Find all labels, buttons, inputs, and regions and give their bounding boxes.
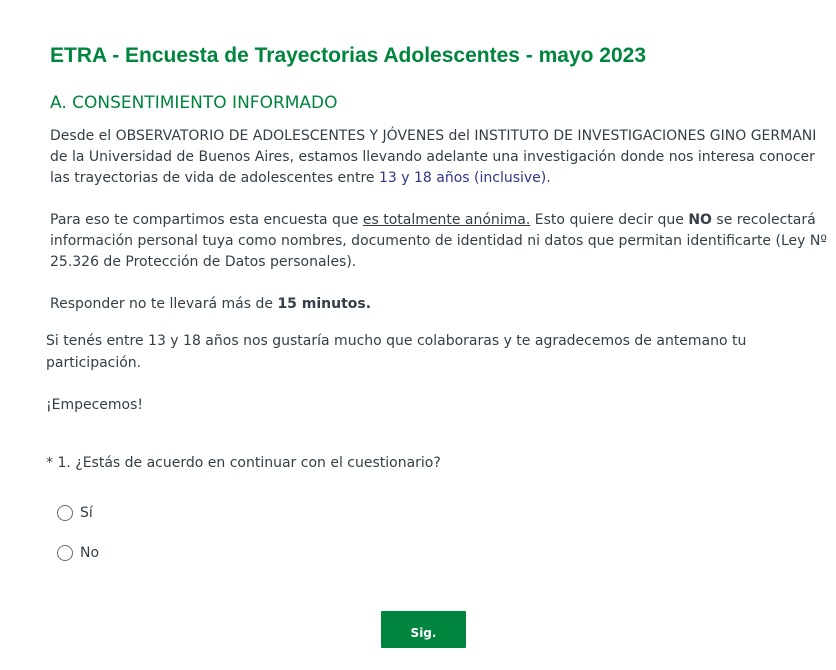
radio-no[interactable] [57,545,73,561]
intro-text [50,126,830,315]
no-emphasis: NO [688,212,712,228]
intro-paragraph-2 [50,210,830,273]
intro-p3-text: Responder no te llevará más de [50,296,278,312]
next-button[interactable]: Sig. [381,611,466,648]
intro-p2-text: Para eso te compartimos esta encuesta que [50,212,363,228]
intro-paragraph-1 [50,126,830,189]
question-1-title: * 1. ¿Estás de acuerdo en continuar con el cuestionario? [46,455,441,471]
option-no[interactable] [57,545,99,561]
intro-paragraph-3 [50,294,830,315]
intro-p1-end: . [546,170,551,186]
option-yes-label[interactable]: Sí [80,505,93,521]
invitation-paragraph: Si tenés entre 13 y 18 años nos gustaría mucho que colaboraras y te agradecemos de antemano tu participación. [46,333,747,371]
radio-yes[interactable] [57,505,73,521]
anonymous-underline: es totalmente anónima. [362,212,531,228]
option-no-label[interactable]: No [80,545,100,561]
intro-p2-end: se recolectará información personal tuya como nombres, documento de identidad ni datos que permitan identificarte (Ley Nº 25.326 de Protección de Datos personales). [50,212,827,270]
page-title: A. CONSENTIMIENTO INFORMADO [50,93,338,113]
age-range-highlight: 13 y 18 años (inclusive) [379,170,547,186]
duration-emphasis: 15 minutos. [277,296,372,312]
intro-p2-mid: Esto quiere decir que [530,212,689,228]
invitation-text [46,330,826,416]
option-yes[interactable] [57,505,93,521]
survey-title: ETRA - Encuesta de Trayectorias Adolescentes - mayo 2023 [50,44,647,67]
lets-start-text: ¡Empecemos! [46,397,144,413]
intro-p1-text: Desde el OBSERVATORIO DE ADOLESCENTES Y JÓVENES del INSTITUTO DE INVESTIGACIONES GINO GERMANI de la Universidad de Buenos Aires, estamos llevando adelante una investigación donde nos interesa conocer las trayectorias de vida de adolescentes entre [50,128,817,186]
